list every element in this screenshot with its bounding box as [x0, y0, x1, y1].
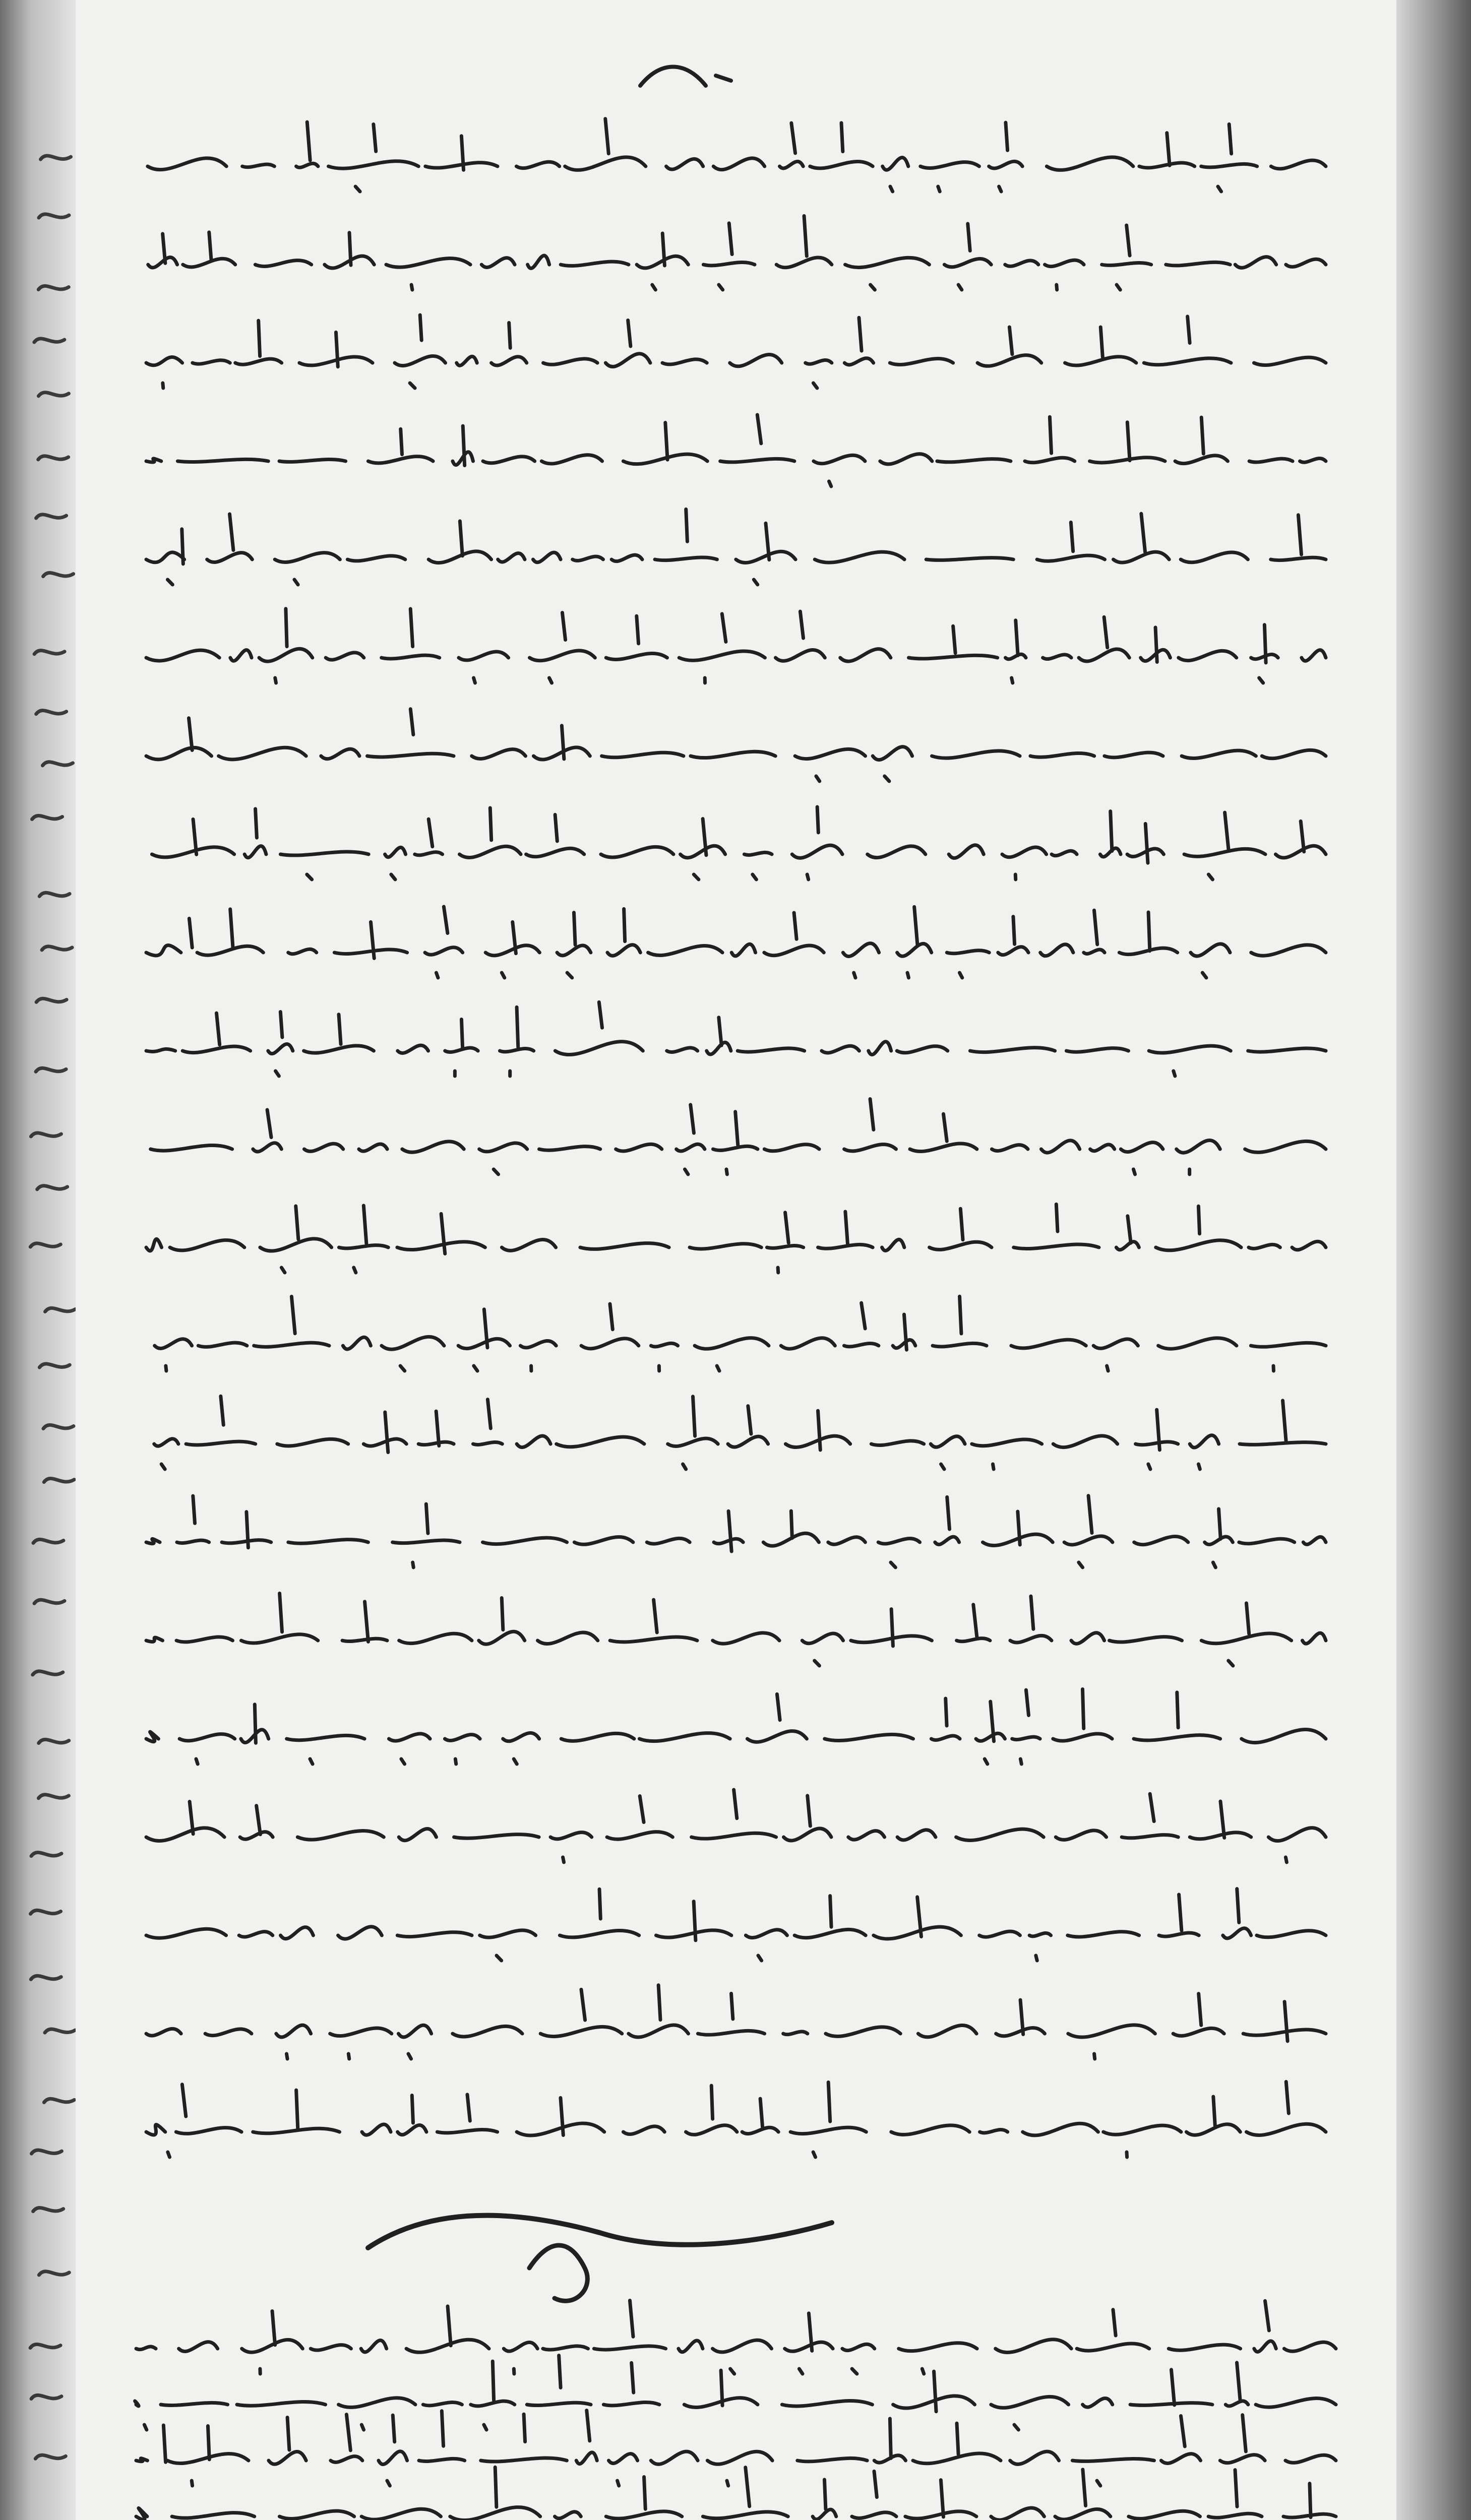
facing-page-fragments [0, 0, 76, 2520]
handwritten-line [136, 2467, 1336, 2520]
facing-page-stroke [34, 339, 65, 342]
handwritten-line [146, 1889, 1326, 1961]
facing-page-stroke [30, 2344, 60, 2348]
facing-page-stroke [44, 2099, 74, 2102]
facing-page-stroke [37, 1186, 68, 1189]
facing-page-stroke [31, 2150, 62, 2154]
facing-page-stroke [34, 1600, 65, 1603]
facing-page-stroke [36, 515, 67, 518]
book-gutter [1396, 0, 1471, 2520]
handwritten-line [146, 709, 1326, 781]
facing-page-stroke [32, 815, 63, 819]
handwritten-line [146, 1204, 1326, 1273]
handwritten-line [148, 216, 1326, 290]
handwritten-line [148, 119, 1326, 192]
handwritten-line [152, 807, 1326, 879]
facing-page-stroke [42, 762, 73, 766]
facing-page-stroke [39, 893, 70, 896]
facing-page-stroke [43, 573, 74, 577]
handwritten-line [146, 907, 1326, 978]
facing-page-stroke [41, 156, 71, 159]
facing-page-stroke [33, 1539, 64, 1543]
handwritten-line [146, 415, 1326, 486]
facing-page-stroke [34, 651, 65, 654]
facing-page-stroke [39, 1364, 70, 1367]
facing-page-stroke [31, 1853, 62, 1856]
handwritten-line [146, 1985, 1326, 2059]
handwritten-line [146, 1002, 1326, 1076]
facing-page-stroke [38, 393, 69, 396]
handwritten-line [155, 1296, 1326, 1371]
handwritten-line [146, 509, 1326, 585]
facing-page-stroke [31, 1133, 61, 1137]
manuscript-page [76, 0, 1396, 2520]
handwritten-line [154, 1396, 1326, 1469]
facing-page-stroke [30, 1243, 60, 1247]
handwritten-line [146, 1496, 1326, 1567]
facing-page-stroke [44, 1479, 74, 1482]
facing-page-stroke [36, 1068, 66, 1072]
facing-page-stroke [35, 2455, 66, 2459]
facing-page-stroke [43, 1425, 74, 1428]
facing-page-stroke [38, 1795, 69, 1798]
handwritten-line [146, 609, 1326, 683]
handwritten-line [146, 2082, 1326, 2157]
handwritten-line [146, 1689, 1326, 1764]
facing-page-stroke [39, 2272, 69, 2275]
facing-page-stroke [36, 711, 67, 714]
handwritten-line [146, 1593, 1326, 1666]
facing-page-stroke [31, 1976, 61, 1979]
handwritten-line [146, 315, 1326, 388]
left-page-edge [0, 0, 79, 2520]
facing-page-stroke [33, 1671, 63, 1675]
facing-page-stroke [36, 998, 67, 1002]
facing-page-stroke [45, 2029, 75, 2033]
facing-page-stroke [39, 214, 69, 218]
handwriting-layer [76, 0, 1396, 2520]
facing-page-stroke [33, 2208, 64, 2211]
handwritten-line [136, 2300, 1336, 2374]
handwritten-line [136, 2411, 1336, 2486]
handwritten-line [135, 2355, 1336, 2430]
facing-page-stroke [45, 1308, 75, 1311]
handwritten-line [151, 1099, 1326, 1174]
facing-page-stroke [39, 1739, 69, 1743]
facing-page-stroke [38, 456, 69, 460]
facing-page-stroke [42, 947, 72, 950]
facing-page-stroke [31, 1910, 61, 1914]
handwritten-line [146, 1790, 1326, 1862]
facing-page-stroke [38, 286, 69, 289]
facing-page-stroke [31, 2395, 62, 2399]
